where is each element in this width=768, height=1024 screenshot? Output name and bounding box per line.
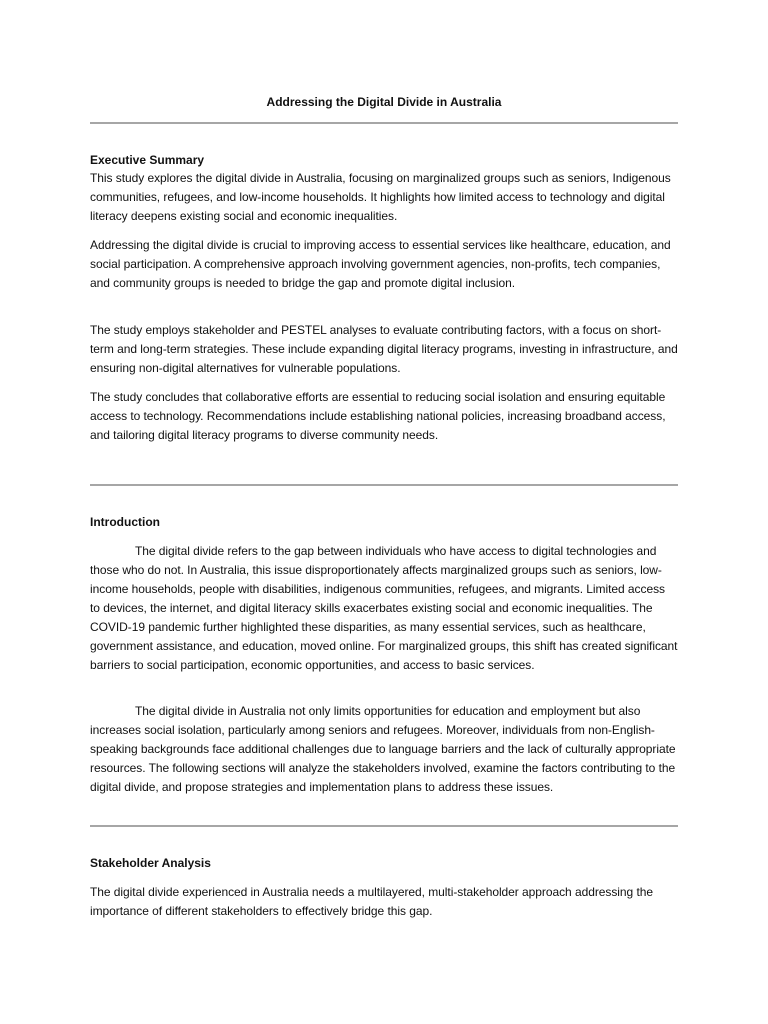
introduction-paragraph: The digital divide refers to the gap between individuals who have access to digital technologies and those who do not. In Australia, this issue disproportionately affects marginalized groups such as seniors, low-income households, people with disabilities, indigenous communities, refugees, and migrants. Limited access to devices, the internet, and digital literacy skills exacerbates existing social and economic inequalities. The COVID-19 pandemic further highlighted these disparities, as many essential services, such as healthcare, government assistance, and education, moved online. For marginalized groups, this shift has created significant barriers to social participation, economic opportunities, and access to basic services. (90, 544, 678, 672)
executive-summary-paragraph: The study concludes that collaborative efforts are essential to reducing social isolation and ensuring equitable access to technology. Recommendations include establishing national policies, increasing broadband access, and tailoring digital literacy programs to diverse community needs. (90, 390, 666, 442)
title-divider (90, 122, 678, 124)
executive-summary-paragraph: This study explores the digital divide in Australia, focusing on marginalized groups such as seniors, Indigenous communities, refugees, and low-income households. It highlights how limited access to technology and digital literacy deepens existing social and economic inequalities. (90, 171, 671, 223)
stakeholder-analysis-paragraph: The digital divide experienced in Australia needs a multilayered, multi-stakeholder approach addressing the importance of different stakeholders to effectively bridge this gap. (90, 885, 653, 918)
section-divider (90, 825, 678, 827)
introduction-heading: Introduction (90, 515, 160, 529)
section-divider (90, 484, 678, 486)
executive-summary-paragraph: Addressing the digital divide is crucial to improving access to essential services like healthcare, education, and social participation. A comprehensive approach involving government agencies, non-profits, tech companies, and community groups is needed to bridge the gap and promote digital inclusion. (90, 238, 671, 290)
stakeholder-analysis-heading: Stakeholder Analysis (90, 856, 211, 870)
executive-summary-paragraph: The study employs stakeholder and PESTEL analyses to evaluate contributing factors, with a focus on short-term and long-term strategies. These include expanding digital literacy programs, investing in infrastructure, and ensuring non-digital alternatives for vulnerable populations. (90, 323, 678, 375)
executive-summary-heading: Executive Summary (90, 153, 205, 167)
document-title: Addressing the Digital Divide in Australia (266, 95, 502, 109)
introduction-paragraph: The digital divide in Australia not only limits opportunities for education and employment but also increases social isolation, particularly among seniors and refugees. Moreover, individuals from non-English-speaking backgrounds face additional challenges due to language barriers and the lack of culturally appropriate resources. The following sections will analyze the stakeholders involved, examine the factors contributing to the digital divide, and propose strategies and implementation plans to address these issues. (90, 704, 676, 794)
